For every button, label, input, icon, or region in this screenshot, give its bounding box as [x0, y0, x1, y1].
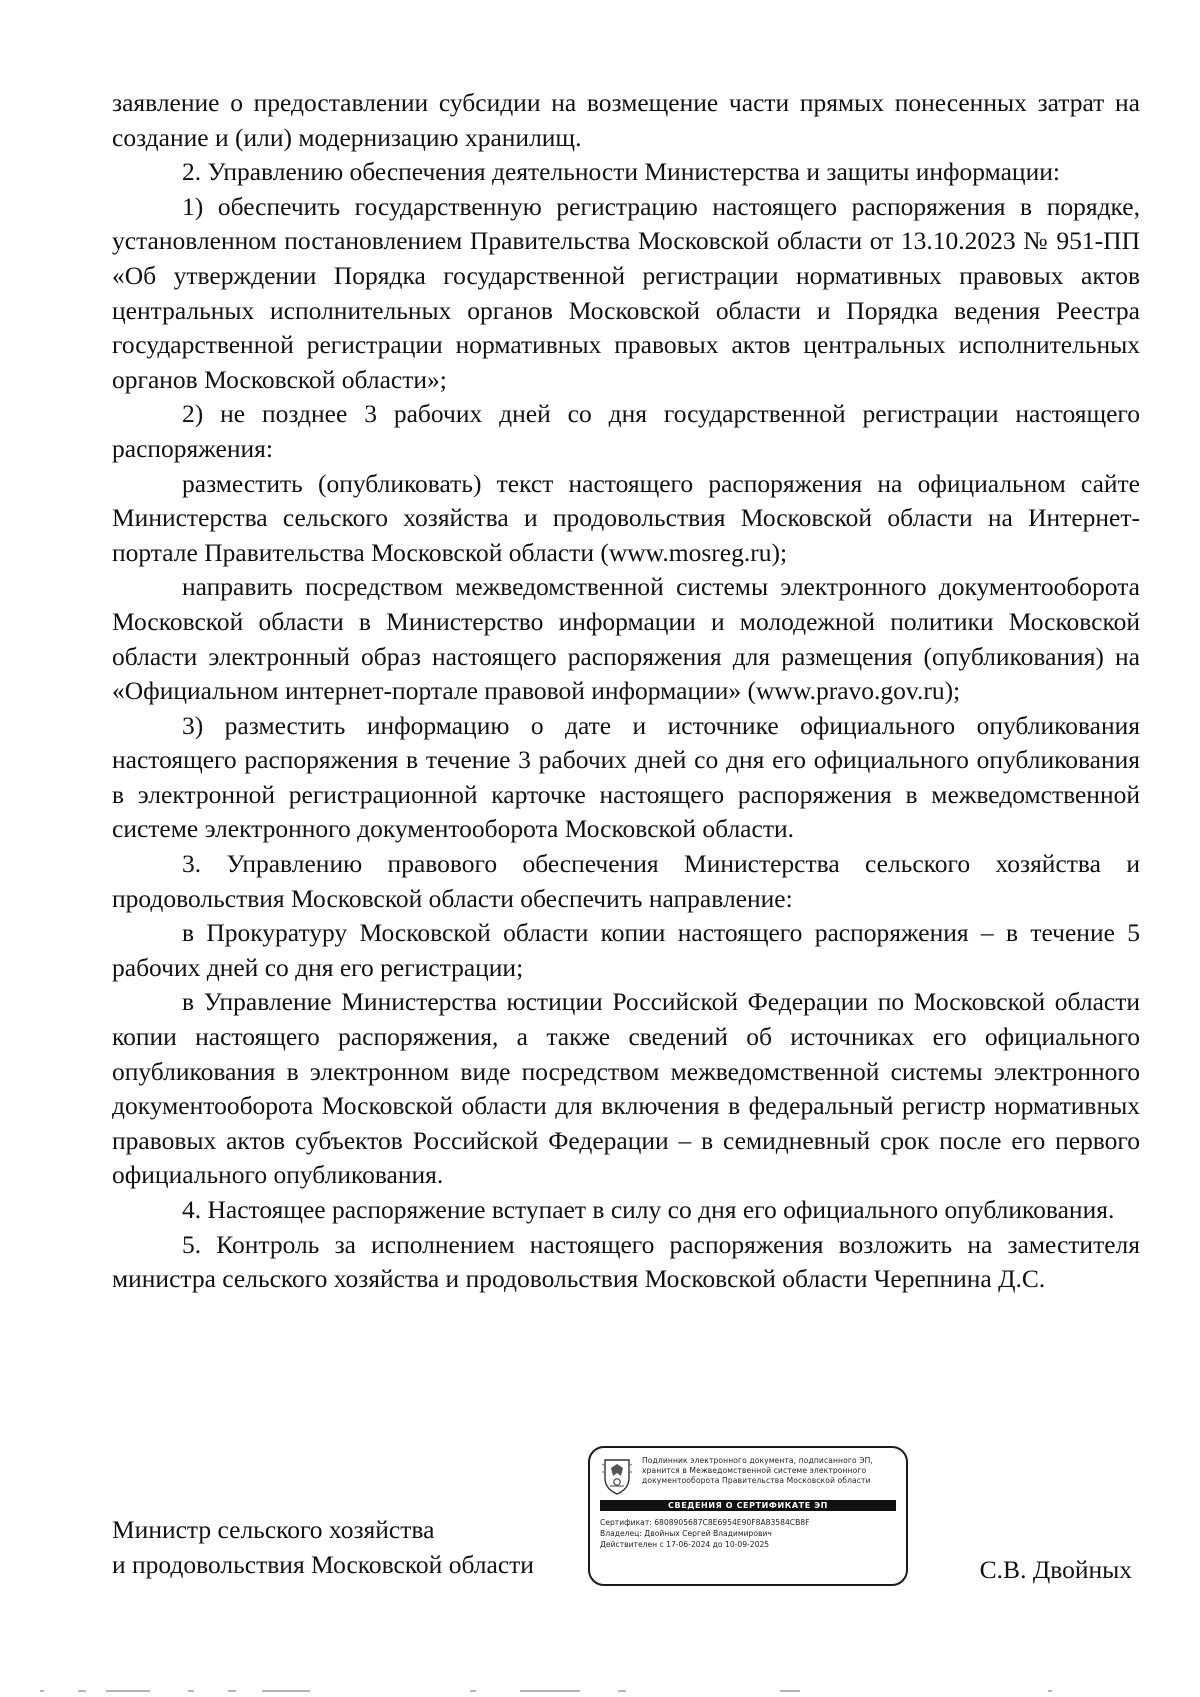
stamp-intro-line3: документооборота Правительства Московской области: [642, 1476, 871, 1485]
coat-of-arms-icon: [600, 1456, 634, 1496]
signature-block: [112, 1456, 1140, 1626]
signatory-title-line2: и продовольствия Московской области: [112, 1550, 534, 1579]
stamp-certificate-owner: Владелец: Двойных Сергей Владимирович: [600, 1529, 772, 1538]
stamp-certificate-header: СВЕДЕНИЯ О СЕРТИФИКАТЕ ЭП: [600, 1500, 896, 1511]
document-body: [112, 86, 1140, 1297]
signatory-title: [112, 1512, 534, 1582]
paragraph-prosecutor: в Прокуратуру Московской области копии настоящего распоряжения – в течение 5 рабочих дней со дня его регистрации;: [112, 918, 1140, 982]
paragraph-item-2-2: 2) не позднее 3 рабочих дней со дня государственной регистрации настоящего распоряжения:: [112, 399, 1140, 463]
paragraph-item-2-1: 1) обеспечить государственную регистрацию настоящего распоряжения в порядке, установленном постановлением Правительства Московской области от 13.10.2023 № 951-ПП «Об утверждении Порядка государственной регистрации нормативных правовых актов центральных исполнительных органов Московской области и Порядка ведения Реестра государственной регистрации нормативных правовых актов центральных исполнительных органов Московской области»;: [112, 191, 1140, 394]
scan-edge-artifacts: [0, 1688, 1200, 1694]
signatory-title-line1: Министр сельского хозяйства: [112, 1515, 435, 1544]
stamp-intro-line2: хранится в Межведомственной системе электронного: [642, 1466, 867, 1475]
paragraph-publish-website: разместить (опубликовать) текст настоящего распоряжения на официальном сайте Министерства сельского хозяйства и продовольствия Московской области на Интернет-портале Правительства Московской области (www.mosreg.ru);: [112, 468, 1140, 567]
paragraph-justice-ministry: в Управление Министерства юстиции Российской Федерации по Московской области копии настоящего распоряжения, а также сведений об источниках его официального опубликования в электронном виде посредством межведомственной системы электронного документооборота Московской области для включения в федеральный регистр нормативных правовых актов субъектов Российской Федерации – в семидневный срок после его первого официального опубликования.: [112, 987, 1140, 1190]
electronic-signature-stamp: [588, 1446, 908, 1586]
stamp-certificate-details: [600, 1517, 896, 1550]
stamp-top: [600, 1456, 896, 1496]
paragraph-item-4: 4. Настоящее распоряжение вступает в силу со дня его официального опубликования.: [182, 1195, 1115, 1224]
stamp-certificate-validity: Действителен с 17-06-2024 до 10-09-2025: [600, 1540, 770, 1549]
stamp-intro-line1: Подлинник электронного документа, подписанного ЭП,: [642, 1456, 873, 1465]
paragraph-send-pravo-portal: направить посредством межведомственной системы электронного документооборота Московской области в Министерство информации и молодежной политики Московской области электронный образ настоящего распоряжения для размещения (опубликования) на «Официальном интернет-портале правовой информации» (www.pravo.gov.ru);: [112, 572, 1140, 706]
paragraph-item-3: 3. Управлению правового обеспечения Министерства сельского хозяйства и продовольствия Московской области обеспечить направление:: [112, 849, 1140, 913]
paragraph-item-5: 5. Контроль за исполнением настоящего распоряжения возложить на заместителя министра сельского хозяйства и продовольствия Московской области Черепнина Д.С.: [112, 1229, 1140, 1294]
paragraph-item-2-3: 3) разместить информацию о дате и источнике официального опубликования настоящего распоряжения в течение 3 рабочих дней со дня его официального опубликования в электронной регистрационной карточке настоящего распоряжения в межведомственной системе электронного документооборота Московской области.: [112, 710, 1140, 844]
paragraph-subsidy-application: заявление о предоставлении субсидии на возмещение части прямых понесенных затрат на создание и (или) модернизацию хранилищ.: [112, 88, 1140, 152]
paragraph-item-2: 2. Управлению обеспечения деятельности Министерства и защиты информации:: [182, 157, 1060, 187]
signatory-name: С.В. Двойных: [979, 1555, 1132, 1584]
stamp-intro-text: [642, 1456, 873, 1486]
stamp-certificate-number: Сертификат: 6808905687C8E6954E90F8A83584CB8F: [600, 1518, 810, 1527]
